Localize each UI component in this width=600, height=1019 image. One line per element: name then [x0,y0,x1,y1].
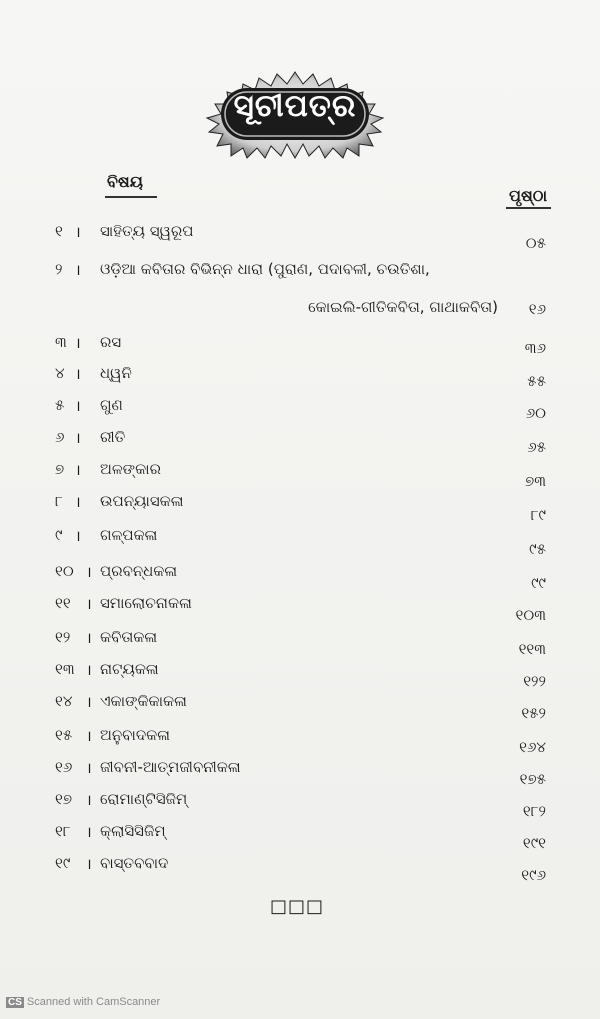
entry-page: ୧୦୩ [515,606,546,624]
toc-entry [0,692,600,722]
entry-number: ୧୯ [55,854,71,872]
entry-page: ୧୯୧ [522,834,546,852]
entry-topic: ନାଟ୍ୟକଳା [100,660,159,678]
entry-separator: । [86,629,92,647]
entry-separator: । [75,365,81,383]
entry-number: ୬ [55,428,65,446]
entry-topic: ସାହିତ୍ୟ ସ୍ୱରୂପ [100,222,194,240]
entry-separator: । [86,791,92,809]
entry-topic: ରସ [100,333,122,351]
entry-separator: । [86,823,92,841]
entry-topic-continuation: କୋଇଲି-ଗୀତିକବିତା, ଗାଥାକବିତା) [308,298,498,316]
entry-number: ୧୨ [55,628,71,646]
toc-entry [0,222,600,252]
entry-topic: ଅଳଙ୍କାର [100,460,161,478]
toc-entry [0,726,600,756]
end-ornament: □□□ [270,896,325,917]
entry-page: ୧୯୬ [521,866,546,884]
entry-separator: । [75,397,81,415]
entry-number: ୪ [55,364,65,382]
entry-number: ୧୫ [55,726,73,744]
entry-separator: । [86,595,92,613]
entry-topic: କ୍ଲାସିସିଜିମ୍ [100,822,166,840]
entry-page: ୯୫ [529,540,546,558]
entry-separator: । [86,855,92,873]
entry-page: ୩୬ [524,339,546,357]
camscanner-logo-icon: CS [8,997,22,1008]
entry-topic: ଧ୍ୱନି [100,364,132,382]
page-header-underline [506,207,551,209]
entry-separator: । [75,334,81,352]
toc-entry [0,364,600,394]
entry-separator: । [86,563,92,581]
entry-topic: ଅନୁବାଦକଳା [100,726,170,744]
entry-separator: । [75,527,81,545]
entry-topic: ଉପନ୍ୟାସକଳା [100,492,184,510]
page-title: ସୂଚୀପତ୍ର [233,88,357,124]
entry-number: ୧ [55,222,63,240]
entry-topic: ପ୍ରବନ୍ଧକଳା [100,562,178,580]
entry-number: ୧୦ [55,562,74,580]
topic-column-header: ବିଷୟ [107,172,143,191]
toc-entry [0,758,600,788]
toc-entry [0,790,600,820]
entry-page: ୧୫୨ [521,704,546,722]
entry-number: ୨ [55,260,63,278]
entry-separator: । [75,223,81,241]
entry-page: ୬୦ [525,404,546,422]
topic-header-underline [105,196,157,198]
entry-topic: ରୋମାଣ୍ଟିସିଜିମ୍ [100,790,188,808]
entry-separator: । [86,727,92,745]
entry-separator: । [75,261,81,279]
toc-entry [0,562,600,592]
entry-separator: । [75,429,81,447]
entry-topic: ରୀତି [100,428,126,446]
entry-page: ୧୬୪ [519,738,546,756]
toc-entry [0,526,600,556]
entry-number: ୧୮ [55,822,71,840]
entry-page: ୧୮୨ [522,802,546,820]
entry-number: ୧୬ [55,758,73,776]
toc-entry-continuation [0,298,600,328]
entry-page: ୭୩ [525,472,546,490]
toc-entry [0,460,600,490]
entry-separator: । [75,493,81,511]
entry-separator: । [86,759,92,777]
entry-number: ୩ [55,333,67,351]
entry-topic: କବିତାକଳା [100,628,158,646]
entry-number: ୧୪ [55,692,73,710]
entry-page: ୦୫ [525,234,546,252]
entry-topic: ବାସ୍ତବବାଦ [100,854,169,872]
entry-number: ୧୭ [55,790,72,808]
entry-page: ୧୧୩ [518,640,546,658]
entry-topic: ଗୁଣ [100,396,123,414]
toc-entry [0,822,600,852]
toc-entry [0,854,600,884]
entry-number: ୮ [55,492,63,510]
toc-entry [0,260,600,290]
entry-page: ୫୫ [527,372,546,390]
entry-page: ୧୬ [528,300,546,318]
toc-entry [0,396,600,426]
toc-entry [0,333,600,363]
toc-entry [0,660,600,690]
page-column-header: ପୃଷ୍ଠା [509,186,548,205]
scanner-watermark [6,996,160,1008]
entry-page: ୧୭୫ [519,770,546,788]
entry-number: ୧୩ [55,660,75,678]
toc-entry [0,492,600,522]
scanner-text: Scanned with CamScanner [26,996,161,1008]
entry-page: ୯୯ [531,574,546,592]
entry-topic: ଏକାଙ୍କିକାକଳା [100,692,187,710]
entry-page: ୬୫ [527,438,546,456]
entry-page: ୧୨୨ [523,672,546,690]
entry-topic: ଗଳ୍ପକଳା [100,526,158,544]
entry-separator: । [86,693,92,711]
toc-entry [0,628,600,658]
entry-topic: ଜୀବନୀ-ଆତ୍ମଜୀବନୀକଳା [100,758,241,776]
title-badge [197,70,393,160]
toc-entry [0,594,600,624]
entry-number: ୫ [55,396,65,414]
entry-page: ୮୯ [530,506,546,524]
entry-separator: । [75,461,81,479]
entry-number: ୧୧ [55,594,71,612]
entry-topic: ଓଡ଼ିଆ କବିତାର ବିଭିନ୍ନ ଧାରା (ପୁରାଣ, ପଦାବଳୀ, ଚଉତିଶା, [100,260,430,278]
entry-number: ୭ [55,460,65,478]
toc-entry [0,428,600,458]
entry-separator: । [86,661,92,679]
entry-topic: ସମାଲୋଚନାକଳା [100,594,192,612]
entry-number: ୯ [55,526,63,544]
